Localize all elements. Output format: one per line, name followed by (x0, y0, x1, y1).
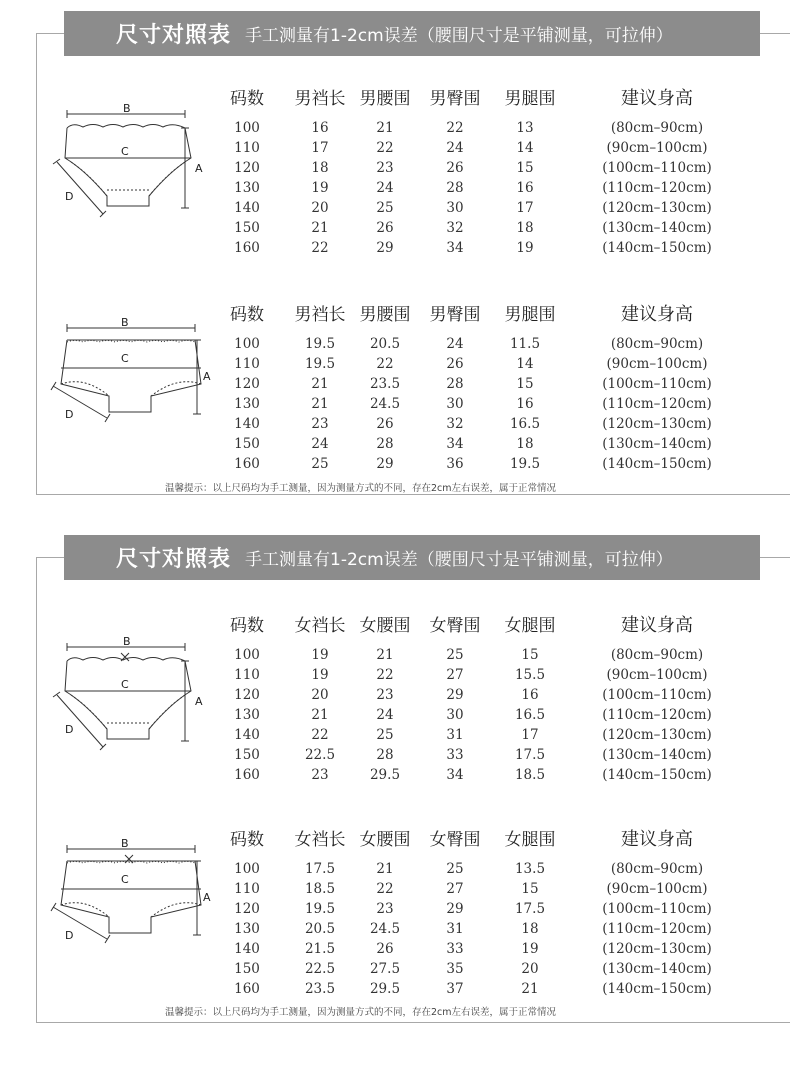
cell-height: (130cm–140cm) (602, 436, 712, 452)
cell-hip: 29 (446, 687, 464, 703)
diagram-label-b: B (121, 837, 129, 850)
table-row (225, 941, 735, 961)
cell-waist: 21 (376, 861, 394, 877)
cell-crotch: 22 (311, 240, 329, 256)
cell-size: 140 (234, 200, 260, 216)
cell-waist: 28 (376, 747, 394, 763)
cell-crotch: 17.5 (304, 861, 336, 877)
cell-size: 150 (234, 220, 260, 236)
cell-waist: 22 (376, 881, 394, 897)
cell-size: 110 (234, 881, 260, 897)
frame-line-right (760, 33, 790, 34)
cell-size: 130 (234, 921, 260, 937)
cell-crotch: 20.5 (304, 921, 336, 937)
col-size: 码数 (230, 89, 264, 109)
col-crotch: 女裆长 (294, 616, 346, 636)
cell-crotch: 19.5 (304, 336, 336, 352)
diagram-label-b: B (123, 102, 131, 115)
cell-waist: 27.5 (369, 961, 401, 977)
boxer-diagram (45, 314, 215, 429)
cell-size: 120 (234, 376, 260, 392)
table-row (225, 747, 735, 767)
cell-height: (90cm–100cm) (606, 356, 708, 372)
col-waist: 女腰围 (359, 830, 411, 850)
col-waist: 男腰围 (359, 89, 411, 109)
title-banner (64, 11, 760, 56)
cell-size: 110 (234, 356, 260, 372)
cell-hip: 32 (446, 416, 464, 432)
cell-hip: 34 (446, 767, 464, 783)
diagram-label-d: D (65, 723, 74, 736)
cell-leg: 18 (516, 436, 534, 452)
cell-leg: 15 (516, 376, 534, 392)
diagram-label-d: D (65, 190, 74, 203)
cell-leg: 16.5 (514, 707, 546, 723)
col-hip: 女臀围 (429, 616, 481, 636)
cell-height: (140cm–150cm) (602, 981, 712, 997)
cell-crotch: 18.5 (304, 881, 336, 897)
cell-size: 100 (234, 861, 260, 877)
col-leg: 女腿围 (504, 830, 556, 850)
table-row (225, 767, 735, 787)
diagram-label-a: A (203, 370, 211, 383)
cell-hip: 26 (446, 356, 464, 372)
table-body (225, 861, 735, 1001)
diagram-label-c: C (121, 678, 129, 691)
banner-subtitle: 手工测量有1-2cm误差（腰围尺寸是平铺测量，可拉伸） (245, 550, 673, 570)
size-table (225, 611, 735, 783)
table-row (225, 981, 735, 1001)
cell-height: (100cm–110cm) (602, 160, 712, 176)
col-leg: 女腿围 (504, 616, 556, 636)
cell-crotch: 20 (311, 200, 329, 216)
cell-leg: 13.5 (514, 861, 546, 877)
cell-size: 120 (234, 160, 260, 176)
cell-hip: 22 (446, 120, 464, 136)
col-size: 码数 (230, 830, 264, 850)
cell-leg: 16 (516, 180, 534, 196)
cell-hip: 34 (446, 436, 464, 452)
diagram-label-d: D (65, 408, 74, 421)
boxer-diagram (45, 835, 215, 950)
cell-leg: 16 (521, 687, 539, 703)
cell-hip: 28 (446, 376, 464, 392)
cell-crotch: 22.5 (304, 961, 336, 977)
cell-waist: 29 (376, 456, 394, 472)
cell-crotch: 16 (311, 120, 329, 136)
cell-crotch: 18 (311, 160, 329, 176)
cell-leg: 19 (521, 941, 539, 957)
col-size: 码数 (230, 616, 264, 636)
cell-crotch: 17 (311, 140, 329, 156)
cell-size: 160 (234, 456, 260, 472)
cell-leg: 15 (521, 647, 539, 663)
table-row (225, 160, 735, 180)
cell-hip: 30 (446, 707, 464, 723)
cell-hip: 29 (446, 901, 464, 917)
col-leg: 男腿围 (504, 305, 556, 325)
table-row (225, 436, 735, 456)
cell-waist: 28 (376, 436, 394, 452)
frame-line-right (760, 557, 790, 558)
cell-height: (80cm–90cm) (610, 647, 704, 663)
table-row (225, 647, 735, 667)
cell-waist: 21 (376, 647, 394, 663)
cell-height: (130cm–140cm) (602, 220, 712, 236)
col-hip: 男臀围 (429, 305, 481, 325)
size-chart-section-men (0, 0, 790, 500)
measurement-note: 温馨提示：以上尺码均为手工测量，因为测量方式的不同，存在2cm左右误差，属于正常情况 (165, 483, 557, 494)
cell-height: (110cm–120cm) (602, 921, 712, 937)
cell-height: (90cm–100cm) (606, 140, 708, 156)
table-header (225, 825, 735, 853)
cell-size: 120 (234, 687, 260, 703)
cell-height: (120cm–130cm) (602, 727, 712, 743)
table-row (225, 356, 735, 376)
table-row (225, 140, 735, 160)
cell-waist: 24 (376, 707, 394, 723)
table-row (225, 396, 735, 416)
cell-height: (110cm–120cm) (602, 707, 712, 723)
cell-crotch: 25 (311, 456, 329, 472)
measurement-note: 温馨提示：以上尺码均为手工测量，因为测量方式的不同，存在2cm左右误差，属于正常情况 (165, 1007, 557, 1018)
diagram-label-c: C (121, 145, 129, 158)
cell-size: 160 (234, 981, 260, 997)
diagram-label-c: C (121, 873, 129, 886)
table-row (225, 707, 735, 727)
cell-height: (80cm–90cm) (610, 861, 704, 877)
diagram-label-a: A (203, 891, 211, 904)
cell-size: 110 (234, 667, 260, 683)
table-row (225, 376, 735, 396)
cell-waist: 22 (376, 356, 394, 372)
col-hip: 男臀围 (429, 89, 481, 109)
cell-height: (90cm–100cm) (606, 667, 708, 683)
cell-height: (80cm–90cm) (610, 120, 704, 136)
cell-height: (100cm–110cm) (602, 376, 712, 392)
table-row (225, 687, 735, 707)
cell-leg: 15 (521, 881, 539, 897)
cell-waist: 25 (376, 727, 394, 743)
cell-hip: 25 (446, 861, 464, 877)
cell-height: (110cm–120cm) (602, 396, 712, 412)
cell-size: 100 (234, 647, 260, 663)
table-body (225, 647, 735, 787)
cell-leg: 16.5 (509, 416, 541, 432)
cell-waist: 21 (376, 120, 394, 136)
cell-size: 110 (234, 140, 260, 156)
cell-waist: 24.5 (369, 921, 401, 937)
cell-leg: 17 (516, 200, 534, 216)
cell-hip: 25 (446, 647, 464, 663)
cell-waist: 24 (376, 180, 394, 196)
cell-hip: 24 (446, 140, 464, 156)
cell-hip: 24 (446, 336, 464, 352)
cell-leg: 18.5 (514, 767, 546, 783)
cell-height: (140cm–150cm) (602, 767, 712, 783)
cell-crotch: 19 (311, 667, 329, 683)
cell-waist: 24.5 (369, 396, 401, 412)
table-row (225, 120, 735, 140)
cell-crotch: 23.5 (304, 981, 336, 997)
col-crotch: 男裆长 (294, 305, 346, 325)
table-row (225, 336, 735, 356)
col-size: 码数 (230, 305, 264, 325)
briefs-diagram (45, 100, 215, 225)
cell-leg: 19 (516, 240, 534, 256)
cell-height: (80cm–90cm) (610, 336, 704, 352)
table-row (225, 881, 735, 901)
cell-size: 130 (234, 180, 260, 196)
cell-size: 140 (234, 416, 260, 432)
diagram-label-a: A (195, 162, 203, 175)
cell-size: 140 (234, 941, 260, 957)
cell-height: (100cm–110cm) (602, 901, 712, 917)
table-row (225, 667, 735, 687)
cell-height: (120cm–130cm) (602, 416, 712, 432)
cell-hip: 33 (446, 941, 464, 957)
diagram-label-b: B (121, 316, 129, 329)
cell-leg: 21 (521, 981, 539, 997)
col-leg: 男腿围 (504, 89, 556, 109)
cell-crotch: 21 (311, 376, 329, 392)
frame-line-left (36, 557, 64, 558)
cell-hip: 30 (446, 200, 464, 216)
cell-size: 140 (234, 727, 260, 743)
cell-hip: 36 (446, 456, 464, 472)
cell-crotch: 19 (311, 180, 329, 196)
cell-size: 100 (234, 120, 260, 136)
cell-crotch: 21 (311, 220, 329, 236)
cell-size: 160 (234, 240, 260, 256)
cell-hip: 31 (446, 727, 464, 743)
banner-title: 尺寸对照表 (116, 22, 232, 48)
table-body (225, 120, 735, 260)
col-hip: 女臀围 (429, 830, 481, 850)
size-table (225, 300, 735, 472)
cell-waist: 29 (376, 240, 394, 256)
table-header (225, 611, 735, 639)
table-row (225, 240, 735, 260)
table-row (225, 220, 735, 240)
table-body (225, 336, 735, 476)
cell-size: 120 (234, 901, 260, 917)
cell-leg: 19.5 (509, 456, 541, 472)
cell-leg: 17.5 (514, 901, 546, 917)
cell-hip: 26 (446, 160, 464, 176)
cell-height: (100cm–110cm) (602, 687, 712, 703)
cell-crotch: 19 (311, 647, 329, 663)
col-height: 建议身高 (621, 304, 693, 325)
cell-hip: 28 (446, 180, 464, 196)
cell-waist: 29.5 (369, 767, 401, 783)
table-row (225, 961, 735, 981)
title-banner (64, 535, 760, 580)
cell-hip: 35 (446, 961, 464, 977)
cell-size: 130 (234, 707, 260, 723)
col-crotch: 男裆长 (294, 89, 346, 109)
cell-waist: 23 (376, 160, 394, 176)
diagram-label-c: C (121, 352, 129, 365)
cell-waist: 23 (376, 687, 394, 703)
cell-size: 150 (234, 436, 260, 452)
cell-crotch: 22 (311, 727, 329, 743)
cell-hip: 27 (446, 881, 464, 897)
banner-subtitle: 手工测量有1-2cm误差（腰围尺寸是平铺测量，可拉伸） (245, 26, 673, 46)
cell-height: (90cm–100cm) (606, 881, 708, 897)
table-header (225, 300, 735, 328)
table-row (225, 180, 735, 200)
cell-crotch: 19.5 (304, 901, 336, 917)
cell-height: (140cm–150cm) (602, 240, 712, 256)
table-header (225, 84, 735, 112)
cell-crotch: 22.5 (304, 747, 336, 763)
cell-waist: 23.5 (369, 376, 401, 392)
cell-height: (110cm–120cm) (602, 180, 712, 196)
cell-leg: 18 (516, 220, 534, 236)
cell-leg: 17.5 (514, 747, 546, 763)
cell-height: (120cm–130cm) (602, 200, 712, 216)
cell-waist: 20.5 (369, 336, 401, 352)
table-row (225, 861, 735, 881)
cell-hip: 31 (446, 921, 464, 937)
cell-waist: 23 (376, 901, 394, 917)
cell-leg: 14 (516, 140, 534, 156)
cell-waist: 22 (376, 667, 394, 683)
col-crotch: 女裆长 (294, 830, 346, 850)
cell-waist: 26 (376, 416, 394, 432)
cell-height: (120cm–130cm) (602, 941, 712, 957)
cell-crotch: 21.5 (304, 941, 336, 957)
cell-hip: 27 (446, 667, 464, 683)
col-waist: 男腰围 (359, 305, 411, 325)
cell-size: 150 (234, 961, 260, 977)
cell-height: (130cm–140cm) (602, 961, 712, 977)
col-height: 建议身高 (621, 829, 693, 850)
cell-size: 100 (234, 336, 260, 352)
cell-hip: 34 (446, 240, 464, 256)
diagram-label-b: B (123, 635, 131, 648)
col-waist: 女腰围 (359, 616, 411, 636)
cell-leg: 18 (521, 921, 539, 937)
cell-leg: 11.5 (509, 336, 541, 352)
col-height: 建议身高 (621, 615, 693, 636)
briefs-diagram (45, 633, 215, 758)
table-row (225, 727, 735, 747)
cell-waist: 29.5 (369, 981, 401, 997)
size-chart-section-women (0, 535, 790, 1035)
diagram-label-d: D (65, 929, 74, 942)
cell-leg: 15 (516, 160, 534, 176)
cell-crotch: 23 (311, 767, 329, 783)
cell-leg: 13 (516, 120, 534, 136)
col-height: 建议身高 (621, 88, 693, 109)
frame-line-left (36, 33, 64, 34)
cell-hip: 37 (446, 981, 464, 997)
cell-hip: 32 (446, 220, 464, 236)
size-table (225, 84, 735, 256)
table-row (225, 200, 735, 220)
cell-size: 150 (234, 747, 260, 763)
table-row (225, 416, 735, 436)
cell-height: (140cm–150cm) (602, 456, 712, 472)
size-table (225, 825, 735, 997)
cell-waist: 26 (376, 941, 394, 957)
cell-leg: 20 (521, 961, 539, 977)
banner-title: 尺寸对照表 (116, 546, 232, 572)
cell-size: 160 (234, 767, 260, 783)
cell-crotch: 21 (311, 707, 329, 723)
cell-hip: 30 (446, 396, 464, 412)
cell-leg: 17 (521, 727, 539, 743)
table-row (225, 456, 735, 476)
cell-crotch: 24 (311, 436, 329, 452)
cell-leg: 16 (516, 396, 534, 412)
cell-height: (130cm–140cm) (602, 747, 712, 763)
cell-crotch: 19.5 (304, 356, 336, 372)
table-row (225, 921, 735, 941)
cell-hip: 33 (446, 747, 464, 763)
cell-waist: 25 (376, 200, 394, 216)
cell-leg: 14 (516, 356, 534, 372)
cell-crotch: 23 (311, 416, 329, 432)
cell-size: 130 (234, 396, 260, 412)
cell-waist: 22 (376, 140, 394, 156)
cell-waist: 26 (376, 220, 394, 236)
diagram-label-a: A (195, 695, 203, 708)
cell-crotch: 20 (311, 687, 329, 703)
cell-crotch: 21 (311, 396, 329, 412)
cell-leg: 15.5 (514, 667, 546, 683)
table-row (225, 901, 735, 921)
